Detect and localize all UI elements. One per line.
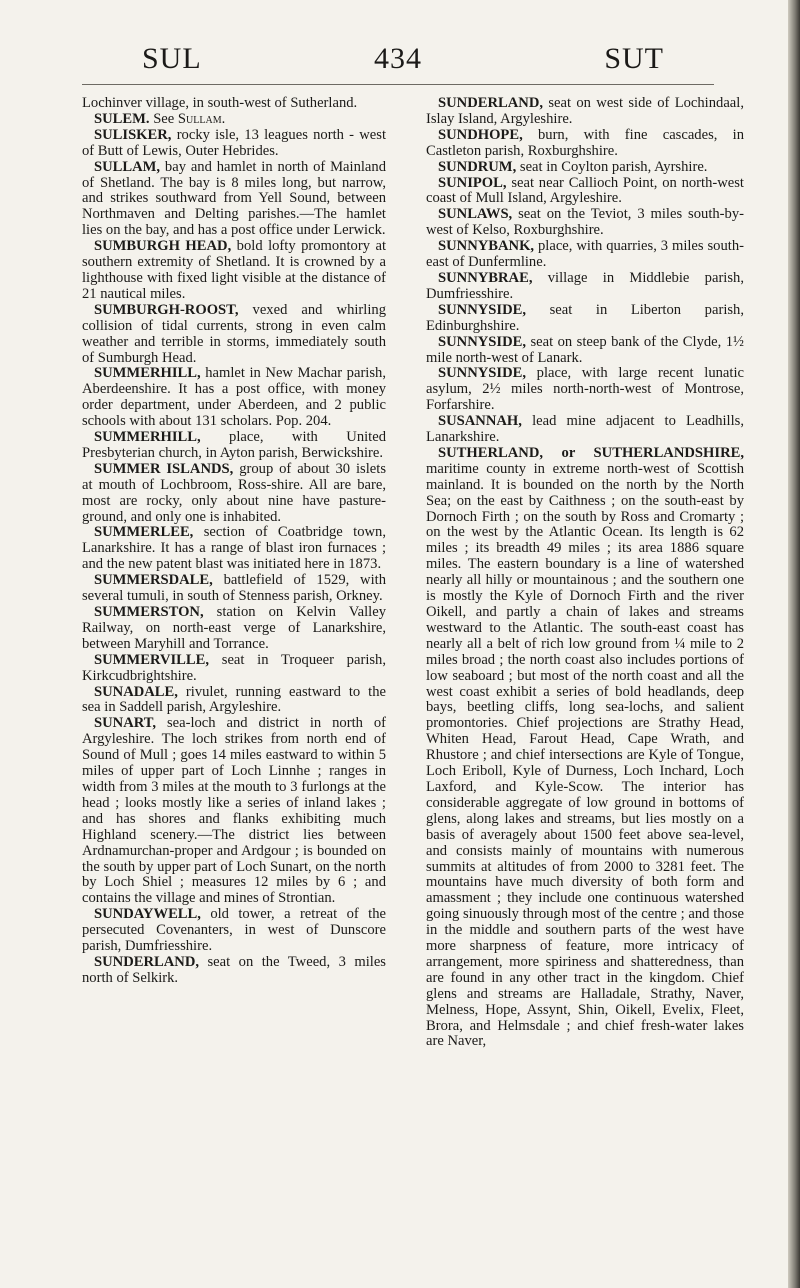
entry-text: bay and hamlet in north of Mainland of Shetland. The bay is 8 miles long, but narrow, and strikes southward from Yell Sound, between Northmaven and Delting parishes.—The hamlet lies on the bay, and has a post office under Lerwick.: [82, 158, 386, 239]
dictionary-entry: [82, 430, 386, 462]
entry-headword: SUMBURGH-ROOST,: [94, 301, 239, 318]
cross-reference: Sullam.: [177, 110, 226, 127]
entry-text: battlefield of 1529, with several tumuli, in south of Stenness parish, Orkney.: [82, 572, 386, 605]
left-column: [82, 96, 386, 987]
dictionary-entry: [82, 955, 386, 987]
running-header: [82, 42, 714, 82]
dictionary-entry: [82, 128, 386, 160]
entry-text: seat in Coylton parish, Ayrshire.: [516, 158, 708, 175]
header-left-guideword: SUL: [142, 42, 202, 75]
entry-text: seat on steep bank of the Clyde, 1½ mile north-west of Lanark.: [426, 333, 744, 366]
entry-text: sea-loch and district in north of Argyleshire. The loch strikes from north end of Sound of Mull ; goes 14 miles eastward to within 5 miles of upper part of Loch Linnhe ; ranges in width from 3 miles at the mouth to 3 furlongs at the head ; looks mostly like a series of inland lakes ; and has shores and flanks exhibiting much Highland scenery.—The district lies between Ardnamurchan-proper and Ardgour ; is bounded on the south by upper part of Loch Sunart, on the north by Loch Shiel ; measures 12 miles by 6 ; and contains the village and mines of Strontian.: [82, 715, 386, 907]
entry-text: village in Middlebie parish, Dumfriesshire.: [426, 269, 744, 302]
entry-text: place, with large recent lunatic asylum, 2½ miles north-north-west of Montrose, Forfarshire.: [426, 365, 744, 414]
dictionary-entry: [82, 525, 386, 573]
dictionary-entry: [426, 160, 744, 176]
entry-headword: SUNDHOPE,: [438, 126, 523, 143]
entry-text: rocky isle, 13 leagues north - west of Butt of Lewis, Outer Hebrides.: [82, 126, 386, 159]
dictionary-entry: [82, 239, 386, 303]
page-edge-shadow: [788, 0, 800, 1288]
entry-text: station on Kelvin Valley Railway, on north-east verge of Lanarkshire, between Maryhill and Torrance.: [82, 604, 386, 652]
entry-text: rivulet, running eastward to the sea in Saddell parish, Argyleshire.: [82, 683, 386, 716]
dictionary-entry: [82, 685, 386, 717]
dictionary-entry: [82, 112, 386, 128]
entry-headword: SUNART,: [94, 715, 157, 732]
entry-text: place, with United Presbyterian church, in Ayton parish, Berwickshire.: [82, 429, 386, 461]
dictionary-entry: [82, 160, 386, 240]
entry-headword: SUNDERLAND,: [94, 953, 200, 970]
dictionary-entry: [426, 414, 744, 446]
dictionary-entry: [82, 462, 386, 526]
dictionary-entry: [82, 716, 386, 907]
entry-text: seat near Callioch Point, on north-west coast of Mull Island, Argyleshire.: [426, 174, 744, 207]
entry-headword: SUNNYBANK,: [438, 238, 535, 255]
entry-headword: SUNNYBRAE,: [438, 269, 533, 286]
entry-text: Lochinver village, in south-west of Sutherland.: [82, 95, 358, 111]
entry-headword: SUNDAYWELL,: [94, 906, 201, 923]
dictionary-entry: [82, 96, 386, 112]
entry-headword: SUNLAWS,: [438, 206, 513, 223]
entry-text: lead mine adjacent to Leadhills, Lanarkshire.: [426, 413, 744, 446]
dictionary-entry: [82, 605, 386, 653]
entry-headword: SUMMERHILL,: [94, 365, 201, 382]
entry-text: old tower, a retreat of the persecuted Covenanters, in west of Dunscore parish, Dumfriesshire.: [82, 906, 386, 955]
entry-text: place, with quarries, 3 miles south-east of Dunfermline.: [426, 238, 744, 271]
dictionary-entry: [82, 573, 386, 605]
dictionary-entry: [82, 907, 386, 955]
entry-headword: SUNDERLAND,: [438, 95, 544, 111]
dictionary-entry: [426, 239, 744, 271]
entry-headword: SUMMER ISLANDS,: [94, 460, 234, 477]
dictionary-entry: [82, 366, 386, 430]
dictionary-entry: [426, 271, 744, 303]
entry-headword: SUMMERSTON,: [94, 604, 204, 620]
entry-headword: SUMBURGH HEAD,: [94, 238, 232, 255]
entry-headword: SUNNYSIDE,: [438, 301, 526, 318]
dictionary-entry: [426, 366, 744, 414]
dictionary-entry: [426, 303, 744, 335]
entry-text: group of about 30 islets at mouth of Lochbroom, Ross-shire. All are bare, most are rocky, only about nine have pasture-ground, and only one is inhabited.: [82, 460, 386, 525]
entry-text: seat in Liberton parish, Edinburghshire.: [426, 301, 744, 334]
entry-headword: SUMMERSDALE,: [94, 572, 213, 589]
entry-headword: SUSANNAH,: [438, 413, 522, 430]
header-right-guideword: SUT: [604, 42, 664, 75]
entry-headword: SUMMERLEE,: [94, 524, 194, 541]
entry-text: hamlet in New Machar parish, Aberdeenshire. It has a post office, with money order department, under Aberdeen, and 2 public schools with about 131 scholars. Pop. 204.: [82, 365, 386, 430]
entry-text: seat on west side of Lochindaal, Islay Island, Argyleshire.: [426, 95, 744, 127]
dictionary-entry: [426, 207, 744, 239]
header-rule: [82, 84, 714, 85]
entry-text: seat on the Teviot, 3 miles south-by-west of Kelso, Roxburghshire.: [426, 206, 744, 239]
dictionary-entry: [82, 303, 386, 367]
entry-text: vexed and whirling collision of tidal currents, strong in even calm weather and terrible in storms, immediately south of Sumburgh Head.: [82, 301, 386, 366]
entry-headword: SUNDRUM,: [438, 158, 517, 175]
entry-headword: SUMMERVILLE,: [94, 651, 210, 668]
entry-headword: SUNADALE,: [94, 683, 178, 700]
entry-headword: SUMMERHILL,: [94, 429, 201, 446]
entry-text: seat on the Tweed, 3 miles north of Selkirk.: [82, 953, 386, 986]
dictionary-entry: [426, 335, 744, 367]
entry-text: section of Coatbridge town, Lanarkshire. It has a range of blast iron furnaces ; and the new patent blast was initiated here in 1873.: [82, 524, 386, 573]
right-column: [426, 96, 744, 1050]
entry-headword: SULEM.: [94, 110, 150, 127]
dictionary-entry: [426, 96, 744, 128]
dictionary-entry: [426, 176, 744, 208]
dictionary-entry: [426, 128, 744, 160]
entry-text: maritime county in extreme north-west of Scottish mainland. It is bounded on the north by the North Sea; on the east by Caithness ; on the south-east by Dornoch Firth ; on the south by Ross and Cromarty ; on the west by the Atlantic Ocean. Its length is 62 miles ; its breadth 49 miles ; its area 1886 square miles. The eastern boundary is a line of watershed nearly all hilly or mountainous ; and the southern one is mostly the Kyle of Dornoch Firth and the river Oikell, and partly a chain of lakes and streams westward to the Atlantic. The south-east coast has nearly all a belt of rich low ground from ¼ mile to 2 miles broad ; the north coast also includes portions of low seaboard ; but most of the north coast and all the west coast exhibit a series of bold headlands, deep bays, beetling cliffs, long sea-lochs, and salient promontories. Chief projections are Strathy Head, Whiten Head, Farout Head, Cape Wrath, and Rhustore ; and chief intersections are Kyle of Tongue, Loch Eriboll, Kyle of Durness, Loch Inchard, Loch Laxford, and Kyle-Scow. The interior has considerable aggregate of low ground in bottoms of glens, along lakes and streams, but lies mostly on a basis of averagely about 1500 feet above sea-level, and consists mainly of mountains with numerous summits at altitudes of from 2000 to 3281 feet. The mountains have much diversity of both form and amassment ; they include one continuous watershed going sinuously through most of the centre ; and those in the middle and southern parts of the west have more sharpness of feature, more intricacy of arrangement, more spiriness and shatteredness, than are found in any other tract in the kingdom. Chief glens and streams are Halladale, Strathy, Naver, Melness, Hope, Assynt, Shin, Oikell, Evelix, Fleet, Brora, and Helmsdale ; and chief fresh-water lakes are Naver,: [426, 460, 744, 1050]
entry-headword: SUNNYSIDE,: [438, 333, 526, 350]
page-number: 434: [374, 42, 422, 75]
entry-text: burn, with fine cascades, in Castleton parish, Roxburghshire.: [426, 126, 744, 159]
dictionary-entry: [82, 653, 386, 685]
entry-headword: SULLAM,: [94, 158, 161, 175]
entry-headword: SUNNYSIDE,: [438, 365, 526, 382]
entry-headword: SUTHERLAND, or SUTHERLANDSHIRE,: [438, 444, 744, 461]
entry-text: bold lofty promontory at southern extremity of Shetland. It is crowned by a lighthouse with fixed light visible at the distance of 21 nautical miles.: [82, 238, 386, 302]
dictionary-entry: [426, 446, 744, 1050]
entry-headword: SULISKER,: [94, 126, 172, 143]
entry-headword: SUNIPOL,: [438, 174, 507, 191]
entry-text: See: [149, 110, 178, 127]
entry-text: seat in Troqueer parish, Kirkcudbrightshire.: [82, 651, 386, 684]
